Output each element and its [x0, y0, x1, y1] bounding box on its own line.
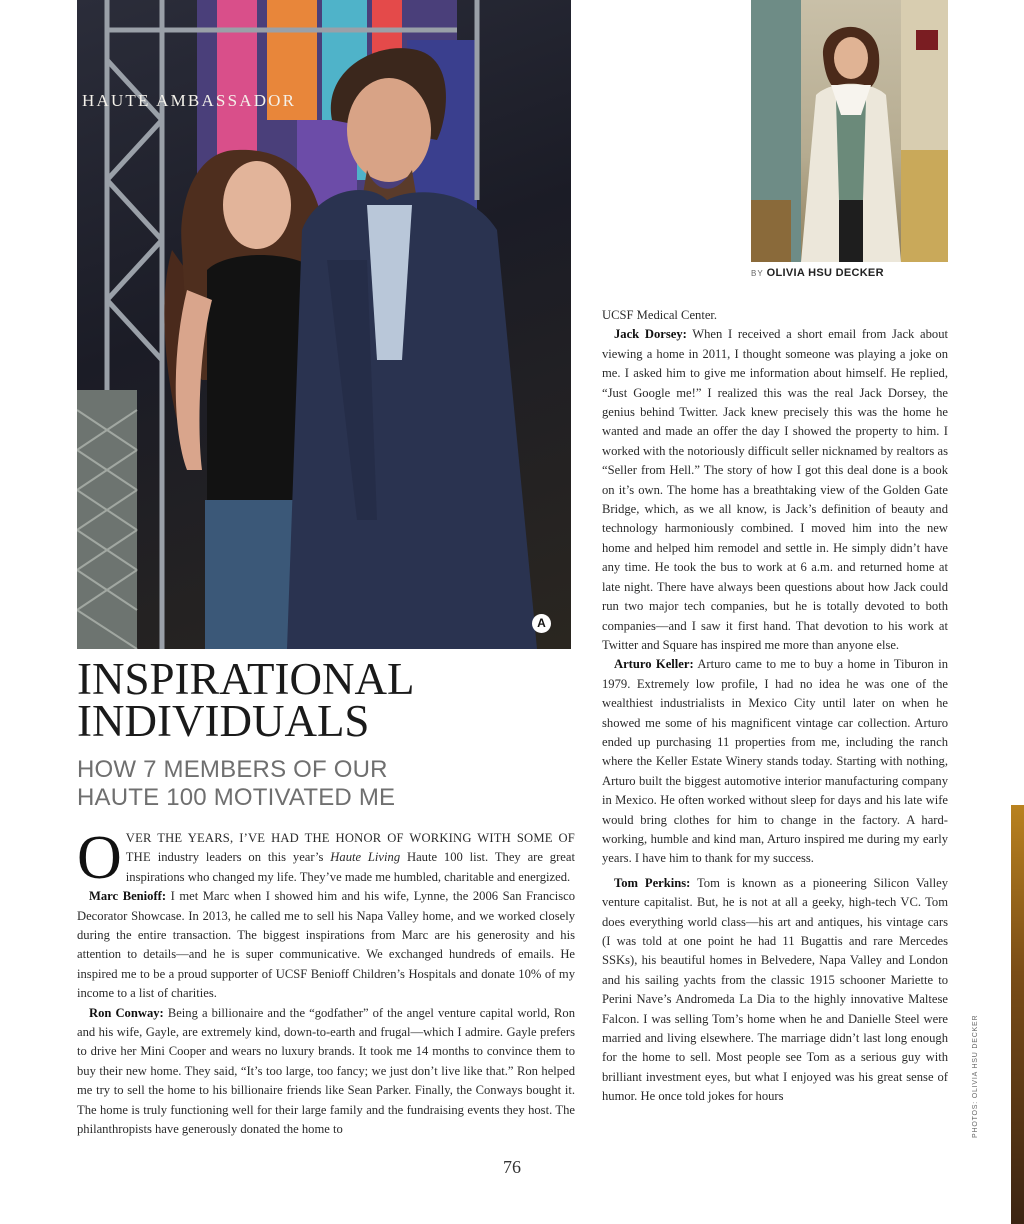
facing-page-edge: [1011, 805, 1024, 1224]
byline: [751, 267, 951, 279]
subhead-line-1: HOW 7 MEMBERS OF OUR: [77, 756, 388, 783]
paragraph-text: Arturo came to me to buy a home in Tiburon in 1979. Extremely low profile, I had no idea he was one of the wealthiest industrialists in Mexico City until later on when he showed me some of his magnificent vintage car collection. Arturo ended up purchasing 11 properties from me, including the ranch where the Keller Estate Winery stands today. Starting with nothing, Arturo built the biggest automotive interior manufacturing company in Mexico. He often worked without sleep for days and his late wife would bring clothes for him to change in the factory. A hard-working, humble and kind man, Arturo inspired me during my early years. I have him to thank for my success.: [602, 657, 949, 866]
author-photo: [751, 0, 948, 262]
paragraph-arturo-keller: [602, 655, 948, 868]
intro-text-before: industry leaders on this year’s: [150, 850, 331, 865]
headline-line-1: INSPIRATIONAL: [77, 654, 415, 704]
section-label: HAUTE AMBASSADOR: [82, 91, 297, 110]
paragraph-text: When I received a short email from Jack about viewing a home in 2011, I thought someone was playing a joke on me. I asked him to give me information about himself. He replied, “Just Google me!” I realized this was the real Jack Dorsey, the genius behind Twitter. Jack knew precisely this was the home he wanted and made an offer the day I showed the property to him. I worked with the notoriously difficult seller nicknamed by realtors as “Seller from Hell.” The story of how I got this deal done is a book on it’s own. The home has a breathtaking view of the Golden Gate Bridge, which, as we all know, is Jack’s definition of beauty and technology harmoniously combined. I moved him into the new home and helped him remodel and settle in. He simply didn’t have any time. He took the bus to work at 6 a.m. and returned home at late night. There have always been questions about how Jack could run two major tech companies, but he is totally devoted to both companies—and I saw it first hand. That devotion to his work at Twitter and Square has inspired me more than anyone else.: [602, 327, 948, 652]
paragraph-name: Jack Dorsey:: [614, 327, 687, 342]
intro-paragraph: [77, 824, 575, 892]
subhead-line-2: HAUTE 100 MOTIVATED ME: [77, 784, 396, 811]
paragraph-text: Tom is known as a pioneering Silicon Valley venture capitalist. But, he is not at all a geeky, high-tech VC. Tom does everything world class—his art and antiques, his vintage cars (I was told at one point he had 11 Bugattis and rare Mercedes SSKs), his beautiful homes in Belvedere, Napa Valley and London and his sailing yachts from the classic 1915 schooner Mariette to Perini Nave’s Andromeda La Dia to the highly innovative Maltese Falcon. I was selling Tom’s home when he and Danielle Steel were married and living elsewhere. The marriage didn’t last long enough for the home to sell. Most people see Tom as a serious guy with brilliant investment eyes, but what I enjoyed was his great sense of humor. He once told jokes for hours: [602, 875, 948, 1104]
article-subhead: [77, 756, 577, 812]
paragraph-name: Marc Benioff:: [89, 889, 167, 904]
byline-prefix: BY: [751, 269, 764, 278]
paragraph-text: I met Marc when I showed him and his wife, Lynne, the 2006 San Francisco Decorator Showcase. In 2013, he called me to sell his Napa Valley home, and we worked closely during the entire transaction. The biggest inspirations from Marc are his generosity and his attention to details—and he is super communicative. We exchanged hundreds of emails. He inspired me to be a proud supporter of UCSF Benioff Children’s Hospitals and donate 10% of my income to a list of charities.: [77, 889, 575, 1001]
author-name: OLIVIA HSU DECKER: [766, 267, 884, 279]
headline-line-2: INDIVIDUALS: [77, 696, 370, 746]
paragraph-text: Being a billionaire and the “godfather” of the angel venture capital world, Ron and his wife, Gayle, are extremely kind, down-to-earth and frugal—which I admire. Gayle prefers to drive her Mini Cooper and wears no luxury brands. It took me 14 months to convince them to buy their new home. They said, “It’s too large, too fancy; we just don’t live like that.” Ron helped me try to sell the home to his billionaire friends like Sean Parker. Finally, the Conways bought it. The home is truly functioning well for their large family and the fundraising events they host. The philanthropists have generously donated the home to: [77, 1005, 575, 1137]
paragraph-name: Ron Conway:: [89, 1005, 164, 1020]
paragraph-name: Tom Perkins:: [614, 875, 691, 890]
paragraph-jack-dorsey: [602, 325, 948, 655]
continued-line: UCSF Medical Center.: [602, 308, 718, 322]
drop-cap: O: [77, 824, 122, 892]
right-column: [602, 306, 948, 1107]
article-headline: [77, 654, 577, 746]
paragraph-marc-benioff: [77, 887, 575, 1003]
intro-text-after: Haute 100 list. They are great inspirations who changed my life. They’ve made me humbled, charitable and energized.: [125, 850, 575, 884]
photo-credit: PHOTOS: OLIVIA HSU DECKER: [972, 1014, 979, 1138]
paragraph-tom-perkins: [602, 874, 948, 1107]
paragraph-name: Arturo Keller:: [614, 657, 694, 672]
intro-italic: Haute Living: [330, 850, 401, 865]
left-column: [77, 824, 575, 1140]
page-number: 76: [503, 1157, 521, 1177]
intro-caps: VER THE YEARS, I’VE HAD THE HONOR OF WORKING WITH SOME OF THE: [125, 831, 575, 865]
author-photo-illustration: [751, 0, 948, 262]
photo-badge: A: [532, 614, 551, 633]
paragraph-ron-conway: [77, 1004, 575, 1140]
